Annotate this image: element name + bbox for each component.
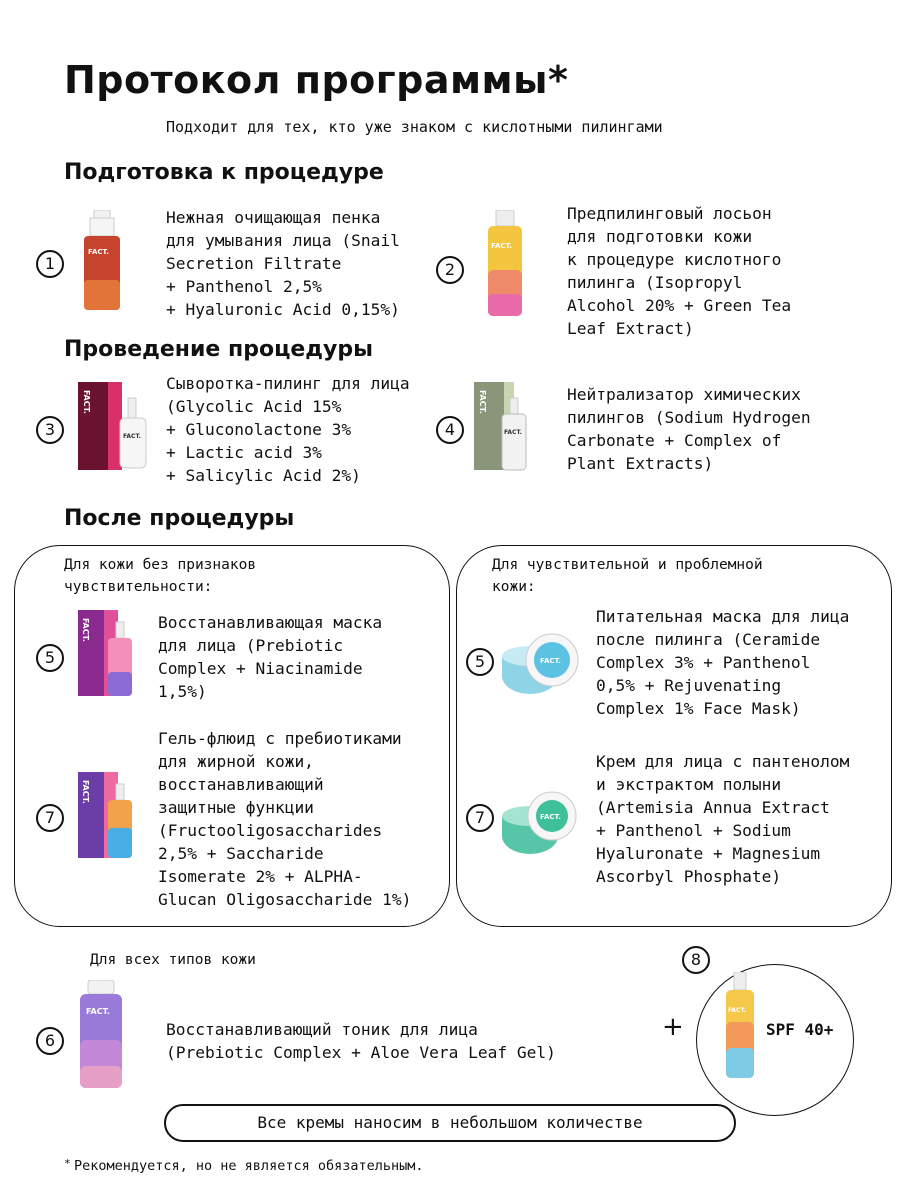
svg-text:FACT.: FACT.	[478, 390, 487, 414]
svg-text:FACT.: FACT.	[81, 780, 90, 804]
step-4-description: Нейтрализатор химических пилингов (Sodium Hydrogen Carbonate + Complex of Plant Extracts)	[567, 385, 811, 473]
nourishing-mask-jar-image	[500, 630, 586, 700]
step-number-1: 1	[36, 250, 64, 278]
spf-label: SPF 40+	[766, 1020, 834, 1039]
right-item-5-description: Питательная маска для лица после пилинга (Ceramide Complex 3% + Panthenol 0,5% + Rejuvenating Complex 1% Face Mask)	[596, 607, 850, 718]
footnote-text: Рекомендуется, но не является обязательным.	[74, 1158, 424, 1174]
box-left-heading: Для кожи без признаков чувствительности:	[64, 557, 257, 595]
svg-text:FACT.: FACT.	[82, 390, 91, 414]
svg-text:FACT.: FACT.	[88, 248, 109, 256]
step-6-description: Восстанавливающий тоник для лица (Prebiotic Complex + Aloe Vera Leaf Gel)	[166, 1020, 556, 1062]
step-2-description: Предпилинговый лосьон для подготовки кожи к процедуре кислотного пилинга (Isopropyl Alcohol 20% + Green Tea Leaf Extract)	[567, 204, 792, 338]
peeling-serum-image	[76, 380, 158, 474]
right-step-number-5: 5	[466, 648, 494, 676]
step-number-6: 6	[36, 1027, 64, 1055]
page-title: Протокол программы*	[64, 58, 569, 102]
step-number-4: 4	[436, 416, 464, 444]
step-1-description: Нежная очищающая пенка для умывания лица (Snail Secretion Filtrate + Panthenol 2,5% + Hyaluronic Acid 0,15%)	[166, 208, 400, 319]
left-step-number-7: 7	[36, 804, 64, 832]
panthenol-cream-jar-image	[500, 790, 586, 860]
left-item-5-description: Восстанавливающая маска для лица (Prebiotic Complex + Niacinamide 1,5%)	[158, 613, 383, 701]
section-title-after: После процедуры	[64, 506, 295, 531]
step-number-3: 3	[36, 416, 64, 444]
svg-text:FACT.: FACT.	[81, 618, 90, 642]
restoring-mask-image	[76, 608, 142, 700]
foam-bottle-image	[78, 210, 132, 314]
step-3-description: Сыворотка-пилинг для лица (Glycolic Acid 15% + Gluconolactone 3% + Lactic acid 3% + Salicylic Acid 2%)	[166, 374, 410, 485]
svg-text:FACT.: FACT.	[86, 1007, 110, 1016]
svg-text:FACT.: FACT.	[540, 813, 561, 821]
plus-sign: +	[662, 1012, 684, 1042]
left-step-number-5: 5	[36, 644, 64, 672]
section-title-procedure: Проведение процедуры	[64, 337, 374, 362]
svg-text:FACT.: FACT.	[504, 429, 522, 436]
right-item-7-description: Крем для лица с пантенолом и экстрактом полыни (Artemisia Annua Extract + Panthenol + Sodium Hyaluronate + Magnesium Ascorbyl Phosphate)	[596, 752, 850, 886]
all-skin-heading: Для всех типов кожи	[90, 952, 256, 968]
lotion-bottle-image	[482, 210, 528, 318]
gel-fluid-image	[76, 770, 142, 862]
page-subtitle: Подходит для тех, кто уже знаком с кислотными пилингами	[166, 118, 663, 136]
footnote-asterisk: *	[64, 1157, 71, 1170]
neutralizer-image	[472, 380, 536, 474]
spf-bottle-image	[718, 972, 762, 1080]
tonic-bottle-image	[76, 980, 128, 1092]
svg-text:FACT.: FACT.	[540, 657, 561, 665]
svg-text:FACT.: FACT.	[491, 242, 512, 250]
section-title-prep: Подготовка к процедуре	[64, 160, 384, 185]
note-pill: Все кремы наносим в небольшом количестве	[164, 1104, 736, 1142]
left-item-7-description: Гель-флюид с пребиотиками для жирной кожи, восстанавливающий защитные функции (Fructooligosaccharides 2,5% + Saccharide Isomerate 2% + ALPHA- Glucan Oligosaccharide 1%)	[158, 729, 412, 909]
box-right-heading: Для чувствительной и проблемной кожи:	[492, 557, 763, 595]
step-number-2: 2	[436, 256, 464, 284]
svg-text:FACT.: FACT.	[728, 1007, 746, 1014]
step-number-8: 8	[682, 946, 710, 974]
right-step-number-7: 7	[466, 804, 494, 832]
svg-text:FACT.: FACT.	[123, 433, 141, 440]
